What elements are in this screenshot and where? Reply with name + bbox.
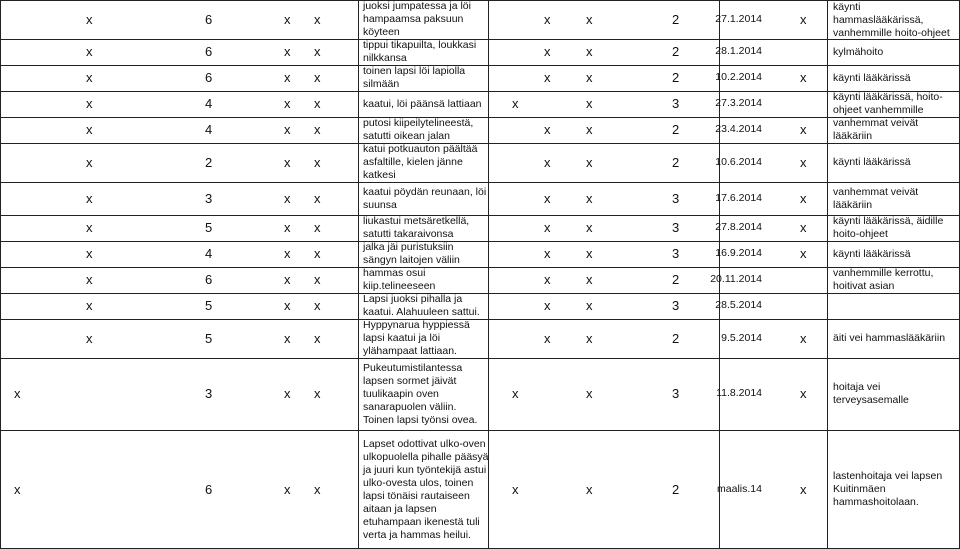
cell-mark-b: x: [284, 122, 291, 137]
cell-mark-d: x: [512, 96, 519, 111]
cell-mark-e: x: [586, 70, 593, 85]
cell-mark-e: x: [586, 298, 593, 313]
description-line: lapsi kaatui ja löi: [363, 332, 441, 344]
cell-mark-e: x: [586, 330, 593, 346]
row-divider: [0, 358, 960, 359]
row-divider: [0, 241, 960, 242]
row-divider: [0, 267, 960, 268]
cell-mark-e: x: [586, 386, 593, 401]
row-divider: [0, 65, 960, 66]
cell-age: 3: [205, 386, 213, 401]
cell-mark-a: x: [86, 44, 93, 59]
cell-mark-e: x: [586, 246, 593, 261]
cell-mark-c: x: [314, 246, 321, 261]
cell-mark-a: x: [86, 154, 93, 170]
date-cell: 10.2.2014: [715, 71, 762, 83]
cell-mark-c: x: [314, 298, 321, 313]
description-line: Toinen lapsi työnsi ovea.: [363, 413, 478, 426]
cell-mark-c: x: [314, 481, 321, 497]
cell-mark-e: x: [586, 154, 593, 170]
cell-mark-c: x: [314, 154, 321, 170]
cell-mark-d: x: [544, 190, 551, 206]
table-top-rule: [0, 0, 960, 1]
cell-count: 2: [672, 11, 680, 27]
description-line: toinen lapsi löi lapiolla: [363, 65, 466, 77]
cell-count: 2: [672, 122, 680, 137]
cell-count: 2: [672, 44, 680, 59]
date-cell: 17.6.2014: [715, 191, 762, 204]
cell-mark-d: x: [544, 154, 551, 170]
cell-mark-a: x: [86, 272, 93, 287]
action-line: lääkäriin: [833, 130, 873, 142]
date-cell: 20.11.2014: [710, 273, 762, 285]
row-divider: [0, 293, 960, 294]
cell-mark-d: x: [512, 481, 519, 497]
action-line: hoitivat asian: [833, 280, 895, 292]
description-line: kaatui pöydän reunaan, löi: [363, 185, 487, 198]
description-line: Lapset odottivat ulko-oven: [363, 437, 486, 450]
cell-age: 5: [205, 298, 213, 313]
description-line: putosi kiipeilytelineestä,: [363, 117, 474, 129]
cell-mark-f: x: [800, 246, 807, 261]
description-line: lapsi tönäisi rautaiseen: [363, 489, 470, 502]
cell-mark-b: x: [284, 246, 291, 261]
description-line: hampaamsa paksuun: [363, 13, 464, 25]
row-divider: [0, 430, 960, 431]
cell-mark-f: x: [800, 220, 807, 235]
date-cell: 10.6.2014: [715, 155, 762, 168]
description-line: silmään: [363, 78, 400, 90]
action-line: käynti lääkärissä, hoito-: [833, 91, 943, 103]
action-line: hoito-ohjeet: [833, 228, 888, 240]
cell-mark-c: x: [314, 122, 321, 137]
cell-mark-b: x: [284, 220, 291, 235]
cell-mark-d: x: [544, 70, 551, 85]
description-line: nilkkansa: [363, 52, 407, 64]
cell-age: 4: [205, 246, 213, 261]
table-left-rule: [0, 0, 1, 549]
cell-mark-b: x: [284, 190, 291, 206]
cell-mark-c: x: [314, 386, 321, 401]
cell-mark-a: x: [86, 330, 93, 346]
description-line: katkesi: [363, 169, 396, 181]
date-cell: maalis.14: [717, 482, 762, 495]
description-line: ulkopuolella pihalle pääsyä: [363, 450, 489, 463]
description-line: juoksi jumpatessa ja löi: [363, 0, 471, 12]
description-line: Pukeutumistilantessa: [363, 361, 463, 374]
action-line: vanhemmille kerrottu,: [833, 267, 934, 279]
cell-mark-a: x: [86, 246, 93, 261]
action-line: lääkäriin: [833, 198, 873, 211]
date-cell: 27.3.2014: [715, 97, 762, 109]
action-line: vanhemmat veivät: [833, 117, 919, 129]
cell-age: 4: [205, 122, 213, 137]
cell-mark-b: x: [284, 44, 291, 59]
description-line: kiip.telineeseen: [363, 280, 436, 292]
description-line: ja juuri kun työntekijä astui: [363, 463, 487, 476]
cell-mark-f: x: [800, 386, 807, 401]
description-line: tippui tikapuilta, loukkasi: [363, 39, 477, 51]
action-line: käynti lääkärissä: [833, 156, 911, 168]
action-line: käynti lääkärissä, äidille: [833, 215, 944, 227]
action-line: käynti lääkärissä: [833, 71, 911, 84]
cell-mark-e: x: [586, 481, 593, 497]
cell-mark-e: x: [586, 11, 593, 27]
cell-age: 6: [205, 272, 213, 287]
description-line: kaatui. Alahuuleen sattui.: [363, 306, 480, 318]
cell-count: 2: [672, 70, 680, 85]
cell-age: 6: [205, 70, 213, 85]
cell-mark-a: x: [86, 190, 93, 206]
cell-mark-e: x: [586, 190, 593, 206]
description-line: sängyn laitojen väliin: [363, 254, 460, 266]
cell-count: 3: [672, 190, 680, 206]
action-line: käynti lääkärissä: [833, 247, 911, 260]
cell-mark-c: x: [314, 272, 321, 287]
date-cell: 27.8.2014: [715, 221, 762, 233]
cell-mark-e: x: [586, 96, 593, 111]
row-divider: [0, 143, 960, 144]
row-divider: [0, 39, 960, 40]
cell-mark-f: x: [800, 11, 807, 27]
description-line: verta ja hammas heilui.: [363, 528, 471, 541]
description-line: katui potkuauton päältää: [363, 143, 478, 155]
row-divider: [0, 182, 960, 183]
action-line: terveysasemalle: [833, 394, 909, 406]
cell-mark-b: x: [284, 386, 291, 401]
description-line: tuulikaapin oven: [363, 387, 439, 400]
description-line: jalka jäi puristuksiin: [363, 241, 454, 253]
cell-mark-d: x: [544, 44, 551, 59]
cell-mark-b: x: [284, 11, 291, 27]
cell-mark-d: x: [544, 122, 551, 137]
description-line: liukastui metsäretkellä,: [363, 215, 470, 227]
cell-count: 3: [672, 386, 680, 401]
date-cell: 28.5.2014: [715, 299, 762, 311]
action-line: äiti vei hammaslääkäriin: [833, 332, 946, 344]
date-cell: 28.1.2014: [715, 45, 762, 57]
cell-mark-b: x: [284, 481, 291, 497]
cell-count: 2: [672, 154, 680, 170]
cell-mark-d: x: [544, 11, 551, 27]
date-cell: 9.5.2014: [721, 331, 762, 344]
cell-mark-b: x: [284, 330, 291, 346]
cell-mark-f: x: [800, 330, 807, 346]
row-divider: [0, 215, 960, 216]
cell-age: 6: [205, 11, 213, 27]
cell-mark-b: x: [284, 272, 291, 287]
action-line: käynti: [833, 1, 861, 13]
cell-age: 4: [205, 96, 213, 111]
cell-mark-d: x: [544, 272, 551, 287]
cell-mark-e: x: [586, 220, 593, 235]
action-line: hoitaja vei: [833, 381, 881, 393]
cell-mark-c: x: [314, 70, 321, 85]
date-cell: 23.4.2014: [715, 123, 762, 135]
cell-count: 3: [672, 298, 680, 313]
cell-mark-a: x: [86, 70, 93, 85]
row-divider: [0, 117, 960, 118]
description-line: ulko-ovesta ulos, toinen: [363, 476, 474, 489]
column-divider: [358, 0, 359, 549]
cell-count: 3: [672, 246, 680, 261]
cell-mark-f: x: [800, 481, 807, 497]
date-cell: 11.8.2014: [716, 387, 762, 399]
description-line: köyteen: [363, 26, 400, 38]
cell-mark-d: x: [544, 220, 551, 235]
row-divider: [0, 91, 960, 92]
description-line: kaatui, löi päänsä lattiaan: [363, 97, 482, 110]
cell-mark-f: x: [800, 70, 807, 85]
action-line: lastenhoitaja vei lapsen: [833, 470, 943, 482]
description-line: Lapsi juoksi pihalla ja: [363, 293, 463, 305]
cell-age: 3: [205, 190, 213, 206]
cell-mark-e: x: [586, 44, 593, 59]
cell-mark-e: x: [586, 122, 593, 137]
cell-mark-d: x: [544, 246, 551, 261]
cell-mark-a: x: [86, 298, 93, 313]
action-line: vanhemmat veivät: [833, 185, 919, 198]
cell-count: 2: [672, 481, 680, 497]
cell-mark-d: x: [544, 330, 551, 346]
cell-mark-c: x: [314, 330, 321, 346]
date-cell: 16.9.2014: [715, 247, 762, 259]
cell-mark-a: x: [86, 11, 93, 27]
cell-age: 2: [205, 154, 213, 170]
cell-mark-b: x: [284, 70, 291, 85]
cell-mark-a: x: [14, 481, 21, 497]
cell-mark-b: x: [284, 298, 291, 313]
description-line: asfaltille, kielen jänne: [363, 156, 463, 168]
action-line: ohjeet vanhemmille: [833, 104, 924, 116]
cell-mark-a: x: [86, 220, 93, 235]
cell-count: 2: [672, 330, 680, 346]
action-line: Kuitinmäen: [833, 483, 886, 495]
cell-mark-c: x: [314, 190, 321, 206]
cell-mark-f: x: [800, 154, 807, 170]
cell-mark-d: x: [544, 298, 551, 313]
cell-mark-f: x: [800, 190, 807, 206]
description-line: aitaan ja lapsen: [363, 502, 437, 515]
action-line: kylmähoito: [833, 45, 884, 58]
description-line: suunsa: [363, 198, 397, 211]
cell-mark-e: x: [586, 272, 593, 287]
column-divider: [827, 0, 828, 549]
cell-age: 5: [205, 330, 213, 346]
cell-count: 3: [672, 220, 680, 235]
cell-age: 6: [205, 481, 213, 497]
cell-mark-a: x: [14, 386, 21, 401]
description-line: Hyppynarua hyppiessä: [363, 319, 470, 331]
cell-count: 2: [672, 272, 680, 287]
cell-count: 3: [672, 96, 680, 111]
description-line: hammas osui: [363, 267, 426, 279]
column-divider: [488, 0, 489, 549]
cell-mark-c: x: [314, 11, 321, 27]
cell-mark-b: x: [284, 154, 291, 170]
description-line: satutti oikean jalan: [363, 130, 450, 142]
cell-age: 6: [205, 44, 213, 59]
description-line: etuhampaan ikenestä tuli: [363, 515, 480, 528]
description-line: satutti takaraivonsa: [363, 228, 454, 240]
cell-age: 5: [205, 220, 213, 235]
description-line: ylähampaat lattiaan.: [363, 345, 457, 357]
cell-mark-f: x: [800, 122, 807, 137]
cell-mark-a: x: [86, 122, 93, 137]
cell-mark-d: x: [512, 386, 519, 401]
description-line: sanarapuolen väliin.: [363, 400, 457, 413]
description-line: lapsen sormet jäivät: [363, 374, 457, 387]
action-line: hammaslääkärissä,: [833, 14, 924, 26]
cell-mark-a: x: [86, 96, 93, 111]
action-line: hammashoitolaan.: [833, 496, 919, 508]
date-cell: 27.1.2014: [715, 12, 762, 25]
cell-mark-b: x: [284, 96, 291, 111]
cell-mark-c: x: [314, 220, 321, 235]
row-divider: [0, 319, 960, 320]
cell-mark-c: x: [314, 96, 321, 111]
cell-mark-c: x: [314, 44, 321, 59]
action-line: vanhemmille hoito-ohjeet: [833, 27, 950, 39]
